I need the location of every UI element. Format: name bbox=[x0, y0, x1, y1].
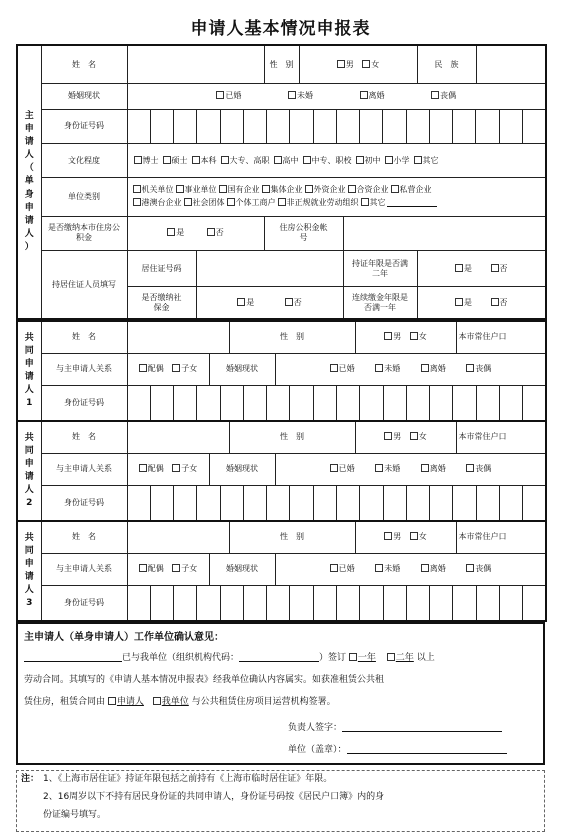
checkbox-icon[interactable] bbox=[356, 156, 364, 164]
id-digit-cell[interactable] bbox=[453, 586, 476, 621]
checkbox-icon[interactable] bbox=[216, 91, 224, 99]
id-digit-cell[interactable] bbox=[244, 486, 267, 521]
fund-account-label: 住房公积金帐 号 bbox=[264, 216, 343, 250]
name-field[interactable] bbox=[127, 321, 229, 353]
id-digit-cell[interactable] bbox=[221, 586, 244, 621]
gender-label: 性 别 bbox=[229, 421, 355, 453]
id-digit-cell[interactable] bbox=[174, 110, 197, 143]
id-digit-cell[interactable] bbox=[430, 586, 453, 621]
checkbox-icon[interactable] bbox=[414, 156, 422, 164]
id-number-field[interactable] bbox=[127, 585, 546, 621]
id-digit-cell[interactable] bbox=[314, 386, 337, 421]
note-1: 1、《上海市居住证》持证年限包括之前持有《上海市临时居住证》年限。 bbox=[43, 774, 333, 784]
co-applicant-2-table bbox=[16, 420, 547, 522]
id-digit-cell[interactable] bbox=[244, 110, 267, 143]
side-char: 同 bbox=[24, 345, 34, 356]
option-item[interactable]: 个体工商户 bbox=[227, 197, 276, 210]
permit-two-years-options[interactable]: 是 否 bbox=[417, 251, 546, 287]
side-char: 3 bbox=[26, 598, 33, 609]
side-char: 身 bbox=[24, 189, 34, 200]
checkbox-icon[interactable] bbox=[192, 156, 200, 164]
id-digit-cell[interactable] bbox=[337, 386, 360, 421]
checkbox-icon[interactable] bbox=[274, 156, 282, 164]
name-field[interactable] bbox=[127, 45, 264, 84]
fund-label: 是否缴纳本市住房公积金 bbox=[41, 216, 127, 250]
id-digit-cell[interactable] bbox=[500, 386, 523, 421]
note-2b: 份证编号填写。 bbox=[43, 810, 107, 820]
id-digit-cell[interactable] bbox=[174, 386, 197, 421]
permit-two-years-label: 持证年限是否满二年 bbox=[343, 251, 417, 287]
id-digit-cell[interactable] bbox=[151, 110, 174, 143]
option-item[interactable]: 集体企业 bbox=[262, 184, 303, 197]
id-digit-cell[interactable] bbox=[151, 486, 174, 521]
id-digit-cell[interactable] bbox=[407, 586, 430, 621]
option-item[interactable]: 博士 bbox=[134, 156, 159, 166]
checkbox-icon[interactable] bbox=[385, 156, 393, 164]
checkbox-icon[interactable] bbox=[227, 198, 235, 206]
checkbox-icon[interactable] bbox=[375, 564, 383, 572]
checkbox-icon[interactable] bbox=[288, 91, 296, 99]
relation-options[interactable]: 配偶 子女 bbox=[127, 553, 209, 585]
ethnicity-field[interactable] bbox=[476, 45, 546, 84]
id-digit-cell[interactable] bbox=[337, 110, 360, 143]
relation-label: 与主申请人关系 bbox=[41, 453, 127, 485]
checkbox-icon[interactable] bbox=[491, 264, 499, 272]
checkbox-icon[interactable] bbox=[361, 198, 369, 206]
side-char: 请 bbox=[24, 137, 34, 148]
notes-section bbox=[16, 770, 545, 832]
co-applicant-side-label bbox=[17, 421, 41, 521]
checkbox-icon[interactable] bbox=[139, 364, 147, 372]
id-digit-cell[interactable] bbox=[267, 586, 290, 621]
id-digit-cell[interactable] bbox=[290, 586, 313, 621]
gender-options[interactable]: 男 女 bbox=[355, 321, 456, 353]
checkbox-icon[interactable] bbox=[384, 432, 392, 440]
checkbox-icon[interactable] bbox=[375, 464, 383, 472]
option-item[interactable]: 私营企业 bbox=[391, 184, 432, 197]
id-digit-cell[interactable] bbox=[197, 110, 220, 143]
checkbox-icon[interactable] bbox=[431, 91, 439, 99]
checkbox-icon[interactable] bbox=[455, 298, 463, 306]
relation-options[interactable]: 配偶 子女 bbox=[127, 353, 209, 385]
marital-label: 婚姻现状 bbox=[41, 84, 127, 110]
id-digit-cell[interactable] bbox=[337, 486, 360, 521]
name-label: 姓 名 bbox=[41, 45, 127, 84]
option-item[interactable]: 初中 bbox=[356, 156, 381, 166]
fund-options[interactable]: 是 否 bbox=[127, 216, 264, 250]
side-char: 共 bbox=[24, 332, 34, 343]
id-digit-cell[interactable] bbox=[500, 486, 523, 521]
checkbox-icon[interactable] bbox=[491, 298, 499, 306]
id-digit-cell[interactable] bbox=[453, 110, 476, 143]
employer-options[interactable] bbox=[127, 178, 546, 217]
marital-options[interactable]: 已婚 未婚 离婚 丧偶 bbox=[275, 553, 546, 585]
id-digit-cell[interactable] bbox=[360, 386, 383, 421]
checkbox-icon[interactable] bbox=[176, 185, 184, 193]
side-char: 请 bbox=[24, 372, 34, 382]
checkbox-icon[interactable] bbox=[172, 564, 180, 572]
name-label: 姓 名 bbox=[41, 521, 127, 553]
id-digit-cell[interactable] bbox=[337, 586, 360, 621]
option-item[interactable]: 事业单位 bbox=[176, 184, 217, 197]
option-item[interactable]: 大专、高职 bbox=[221, 156, 270, 166]
option-item[interactable]: 机关单位 bbox=[133, 184, 174, 197]
checkbox-icon[interactable] bbox=[133, 185, 141, 193]
id-digit-cell[interactable] bbox=[221, 486, 244, 521]
side-char: 人 bbox=[24, 385, 34, 396]
checkbox-icon[interactable] bbox=[278, 198, 286, 206]
checkbox-icon[interactable] bbox=[410, 532, 418, 540]
checkbox-icon[interactable] bbox=[421, 364, 429, 372]
checkbox-icon[interactable] bbox=[163, 156, 171, 164]
id-digit-cell[interactable] bbox=[267, 386, 290, 421]
checkbox-icon[interactable] bbox=[375, 364, 383, 372]
id-digit-cell[interactable] bbox=[523, 586, 545, 621]
notes-prefix: 注： bbox=[21, 774, 40, 784]
id-label: 身份证号码 bbox=[41, 485, 127, 521]
id-digit-cell[interactable] bbox=[221, 110, 244, 143]
side-char: 共 bbox=[24, 532, 34, 543]
other-employer-blank[interactable] bbox=[387, 196, 437, 207]
id-digit-cell[interactable] bbox=[128, 586, 151, 621]
id-digit-cell[interactable] bbox=[430, 386, 453, 421]
side-char: 申 bbox=[24, 558, 34, 569]
id-digit-cell[interactable] bbox=[407, 110, 430, 143]
co-applicant-side-label bbox=[17, 521, 41, 621]
option-item[interactable]: 其它 bbox=[414, 156, 439, 166]
id-digit-cell[interactable] bbox=[453, 486, 476, 521]
marital-options[interactable]: 已婚 未婚 离婚 丧偶 bbox=[275, 453, 546, 485]
side-char: 单 bbox=[24, 176, 34, 187]
id-digit-cell[interactable] bbox=[360, 110, 383, 143]
name-field[interactable] bbox=[127, 521, 229, 553]
name-field[interactable] bbox=[127, 421, 229, 453]
id-digit-cell[interactable] bbox=[500, 110, 523, 143]
id-digit-cell[interactable] bbox=[384, 486, 407, 521]
page-title: 申请人基本情况申报表 bbox=[190, 19, 371, 39]
side-char: 请 bbox=[24, 572, 34, 582]
id-digit-cell[interactable] bbox=[384, 386, 407, 421]
gender-label: 性 别 bbox=[229, 521, 355, 553]
checkbox-icon[interactable] bbox=[305, 185, 313, 193]
checkbox-icon[interactable] bbox=[330, 464, 338, 472]
permit-no-label: 居住证号码 bbox=[127, 251, 196, 287]
co-applicant-3-table bbox=[16, 520, 547, 622]
marital-options[interactable]: 已婚 未婚 离婚 丧偶 bbox=[127, 84, 546, 110]
id-digit-cell[interactable] bbox=[430, 486, 453, 521]
checkbox-icon[interactable] bbox=[108, 697, 116, 705]
side-char: 申 bbox=[24, 458, 34, 469]
checkbox-icon[interactable] bbox=[262, 185, 270, 193]
id-digit-cell[interactable] bbox=[221, 386, 244, 421]
id-digit-cell[interactable] bbox=[523, 110, 545, 143]
confirmation-line2: 劳动合同。其填写的《申请人基本情况申报表》经我单位确认内容属实。如获准租赁公共租 bbox=[24, 675, 385, 685]
id-digit-cell[interactable] bbox=[476, 110, 499, 143]
insurance-one-year-options[interactable]: 是 否 bbox=[417, 287, 546, 319]
id-digit-cell[interactable] bbox=[477, 386, 500, 421]
id-number-field[interactable] bbox=[127, 485, 546, 521]
permit-no-field[interactable] bbox=[196, 251, 343, 287]
side-char: 申 bbox=[24, 124, 34, 135]
checkbox-icon[interactable] bbox=[391, 185, 399, 193]
checkbox-icon[interactable] bbox=[139, 464, 147, 472]
side-char: 人 bbox=[24, 228, 34, 239]
checkbox-icon[interactable] bbox=[303, 156, 311, 164]
id-digit-cell[interactable] bbox=[384, 586, 407, 621]
checkbox-icon[interactable] bbox=[221, 156, 229, 164]
gender-label: 性 别 bbox=[264, 45, 299, 84]
id-digit-cell[interactable] bbox=[128, 486, 151, 521]
id-digit-cell[interactable] bbox=[477, 586, 500, 621]
id-label: 身份证号码 bbox=[41, 109, 127, 143]
side-char: 主 bbox=[24, 111, 34, 122]
checkbox-icon[interactable] bbox=[362, 60, 370, 68]
checkbox-icon[interactable] bbox=[410, 432, 418, 440]
side-char: ） bbox=[24, 241, 34, 252]
name-label: 姓 名 bbox=[41, 321, 127, 353]
option-item[interactable]: 国有企业 bbox=[219, 184, 260, 197]
checkbox-icon[interactable] bbox=[330, 564, 338, 572]
gender-options[interactable]: 男 女 bbox=[355, 521, 456, 553]
id-number-field[interactable] bbox=[127, 109, 546, 143]
id-digit-cell[interactable] bbox=[360, 486, 383, 521]
checkbox-icon[interactable] bbox=[167, 228, 175, 236]
side-char: 共 bbox=[24, 432, 34, 443]
option-item[interactable]: 本科 bbox=[192, 156, 217, 166]
main-applicant-side-label bbox=[17, 45, 41, 319]
checkbox-icon[interactable] bbox=[139, 564, 147, 572]
gender-options[interactable]: 男 女 bbox=[299, 45, 417, 84]
option-item[interactable]: 小学 bbox=[385, 156, 410, 166]
checkbox-icon[interactable] bbox=[133, 198, 141, 206]
id-digit-cell[interactable] bbox=[314, 110, 337, 143]
checkbox-icon[interactable] bbox=[348, 185, 356, 193]
checkbox-icon[interactable] bbox=[219, 185, 227, 193]
id-digit-cell[interactable] bbox=[128, 386, 151, 421]
gender-label: 性 别 bbox=[229, 321, 355, 353]
side-char: （ bbox=[24, 163, 34, 174]
side-char: 请 bbox=[24, 215, 34, 226]
id-digit-cell[interactable] bbox=[477, 486, 500, 521]
id-digit-cell[interactable] bbox=[314, 486, 337, 521]
id-digit-cell[interactable] bbox=[174, 486, 197, 521]
checkbox-icon[interactable] bbox=[384, 532, 392, 540]
id-digit-cell[interactable] bbox=[523, 386, 545, 421]
id-digit-cell[interactable] bbox=[128, 110, 151, 143]
id-digit-cell[interactable] bbox=[430, 110, 453, 143]
checkbox-icon[interactable] bbox=[330, 364, 338, 372]
checkbox-icon[interactable] bbox=[237, 298, 245, 306]
id-digit-cell[interactable] bbox=[267, 110, 290, 143]
employer-confirmation-section: 主申请人（单身申请人）工作单位确认意见： 已与我单位（组织机构代码： ）签订 一年 二年 以上 劳动合同。其填写的《申请人基本情况申报表》经我单位确认内容属实。如获准租赁公共租 赁住房，租赁合同由 申请人 我单位 与公共租赁住房项目运营机构签署。 负责人签字： 单位（盖章）： bbox=[16, 622, 545, 765]
residence-permit-label: 持居住证人员填写 bbox=[41, 251, 127, 320]
option-item[interactable]: 其它 bbox=[361, 197, 386, 210]
marital-label: 婚姻现状 bbox=[209, 353, 275, 385]
id-digit-cell[interactable] bbox=[383, 110, 406, 143]
checkbox-icon[interactable] bbox=[410, 332, 418, 340]
signature-blank[interactable] bbox=[342, 721, 502, 732]
id-digit-cell[interactable] bbox=[244, 386, 267, 421]
gender-options[interactable]: 男 女 bbox=[355, 421, 456, 453]
side-char: 人 bbox=[24, 485, 34, 496]
marital-label: 婚姻现状 bbox=[209, 553, 275, 585]
id-digit-cell[interactable] bbox=[360, 586, 383, 621]
hukou-label: 本市常住户口 bbox=[458, 432, 507, 442]
social-insurance-label: 是否缴纳社保金 bbox=[127, 287, 196, 319]
checkbox-icon[interactable] bbox=[387, 653, 395, 661]
confirmation-heading: 主申请人（单身申请人）工作单位确认意见： bbox=[24, 632, 224, 643]
checkbox-icon[interactable] bbox=[134, 156, 142, 164]
social-insurance-options[interactable]: 是 否 bbox=[196, 287, 343, 319]
co-applicant-side-label bbox=[17, 321, 41, 421]
side-char: 申 bbox=[24, 358, 34, 369]
side-char: 请 bbox=[24, 472, 34, 482]
id-digit-cell[interactable] bbox=[523, 486, 545, 521]
checkbox-icon[interactable] bbox=[466, 464, 474, 472]
id-digit-cell[interactable] bbox=[197, 586, 220, 621]
org-code-blank[interactable] bbox=[239, 651, 319, 662]
checkbox-icon[interactable] bbox=[285, 298, 293, 306]
education-label: 文化程度 bbox=[41, 143, 127, 177]
id-digit-cell[interactable] bbox=[290, 486, 313, 521]
marital-label: 婚姻现状 bbox=[209, 453, 275, 485]
checkbox-icon[interactable] bbox=[421, 464, 429, 472]
id-digit-cell[interactable] bbox=[407, 486, 430, 521]
co-applicant-1-table bbox=[16, 320, 547, 422]
checkbox-icon[interactable] bbox=[207, 228, 215, 236]
seal-label: 单位（盖章）： bbox=[288, 745, 347, 755]
id-digit-cell[interactable] bbox=[453, 386, 476, 421]
name-label: 姓 名 bbox=[41, 421, 127, 453]
checkbox-icon[interactable] bbox=[337, 60, 345, 68]
side-char: 申 bbox=[24, 202, 34, 213]
checkbox-icon[interactable] bbox=[455, 264, 463, 272]
option-item[interactable]: 硕士 bbox=[163, 156, 188, 166]
ethnicity-label: 民 族 bbox=[417, 45, 476, 84]
id-digit-cell[interactable] bbox=[314, 586, 337, 621]
seal-blank[interactable] bbox=[347, 743, 507, 754]
side-char: 1 bbox=[26, 398, 33, 409]
option-item[interactable]: 合资企业 bbox=[348, 184, 389, 197]
option-item[interactable]: 外资企业 bbox=[305, 184, 346, 197]
note-2a: 2、16周岁以下不持有居民身份证的共同申请人，身份证号码按《居民户口簿》内的身 bbox=[43, 792, 385, 802]
id-digit-cell[interactable] bbox=[151, 386, 174, 421]
side-char: 同 bbox=[24, 545, 34, 556]
id-digit-cell[interactable] bbox=[197, 386, 220, 421]
checkbox-icon[interactable] bbox=[466, 564, 474, 572]
id-label: 身份证号码 bbox=[41, 385, 127, 421]
insurance-one-year-label: 连续缴金年限是否满一年 bbox=[343, 287, 417, 319]
id-digit-cell[interactable] bbox=[500, 586, 523, 621]
checkbox-icon[interactable] bbox=[384, 332, 392, 340]
checkbox-icon[interactable] bbox=[421, 564, 429, 572]
employee-name-blank[interactable] bbox=[24, 651, 122, 662]
side-char: 人 bbox=[24, 150, 34, 161]
option-item[interactable]: 非正规就业劳动组织 bbox=[278, 197, 359, 210]
id-number-field[interactable] bbox=[127, 385, 546, 421]
education-options[interactable] bbox=[127, 143, 546, 177]
relation-label: 与主申请人关系 bbox=[41, 353, 127, 385]
side-char: 人 bbox=[24, 585, 34, 596]
id-digit-cell[interactable] bbox=[197, 486, 220, 521]
checkbox-icon[interactable] bbox=[153, 697, 161, 705]
side-char: 2 bbox=[26, 498, 33, 509]
checkbox-icon[interactable] bbox=[360, 91, 368, 99]
option-item[interactable]: 社会团体 bbox=[184, 197, 225, 210]
id-digit-cell[interactable] bbox=[267, 486, 290, 521]
id-digit-cell[interactable] bbox=[151, 586, 174, 621]
main-applicant-table bbox=[16, 44, 547, 320]
id-digit-cell[interactable] bbox=[290, 110, 313, 143]
id-digit-cell[interactable] bbox=[290, 386, 313, 421]
option-item[interactable]: 港澳台企业 bbox=[133, 197, 182, 210]
side-char: 同 bbox=[24, 445, 34, 456]
option-item[interactable]: 高中 bbox=[274, 156, 299, 166]
marital-options[interactable]: 已婚 未婚 离婚 丧偶 bbox=[275, 353, 546, 385]
checkbox-icon[interactable] bbox=[349, 653, 357, 661]
employer-label: 单位类别 bbox=[41, 178, 127, 217]
checkbox-icon[interactable] bbox=[172, 364, 180, 372]
checkbox-icon[interactable] bbox=[172, 464, 180, 472]
option-item[interactable]: 中专、职校 bbox=[303, 156, 352, 166]
hukou-label: 本市常住户口 bbox=[458, 332, 507, 342]
id-digit-cell[interactable] bbox=[244, 586, 267, 621]
fund-account-field[interactable] bbox=[343, 216, 546, 250]
checkbox-icon[interactable] bbox=[184, 198, 192, 206]
id-digit-cell[interactable] bbox=[407, 386, 430, 421]
checkbox-icon[interactable] bbox=[466, 364, 474, 372]
relation-options[interactable]: 配偶 子女 bbox=[127, 453, 209, 485]
hukou-label: 本市常住户口 bbox=[458, 532, 507, 542]
relation-label: 与主申请人关系 bbox=[41, 553, 127, 585]
signature-label: 负责人签字： bbox=[288, 723, 343, 733]
id-digit-cell[interactable] bbox=[174, 586, 197, 621]
id-label: 身份证号码 bbox=[41, 585, 127, 621]
